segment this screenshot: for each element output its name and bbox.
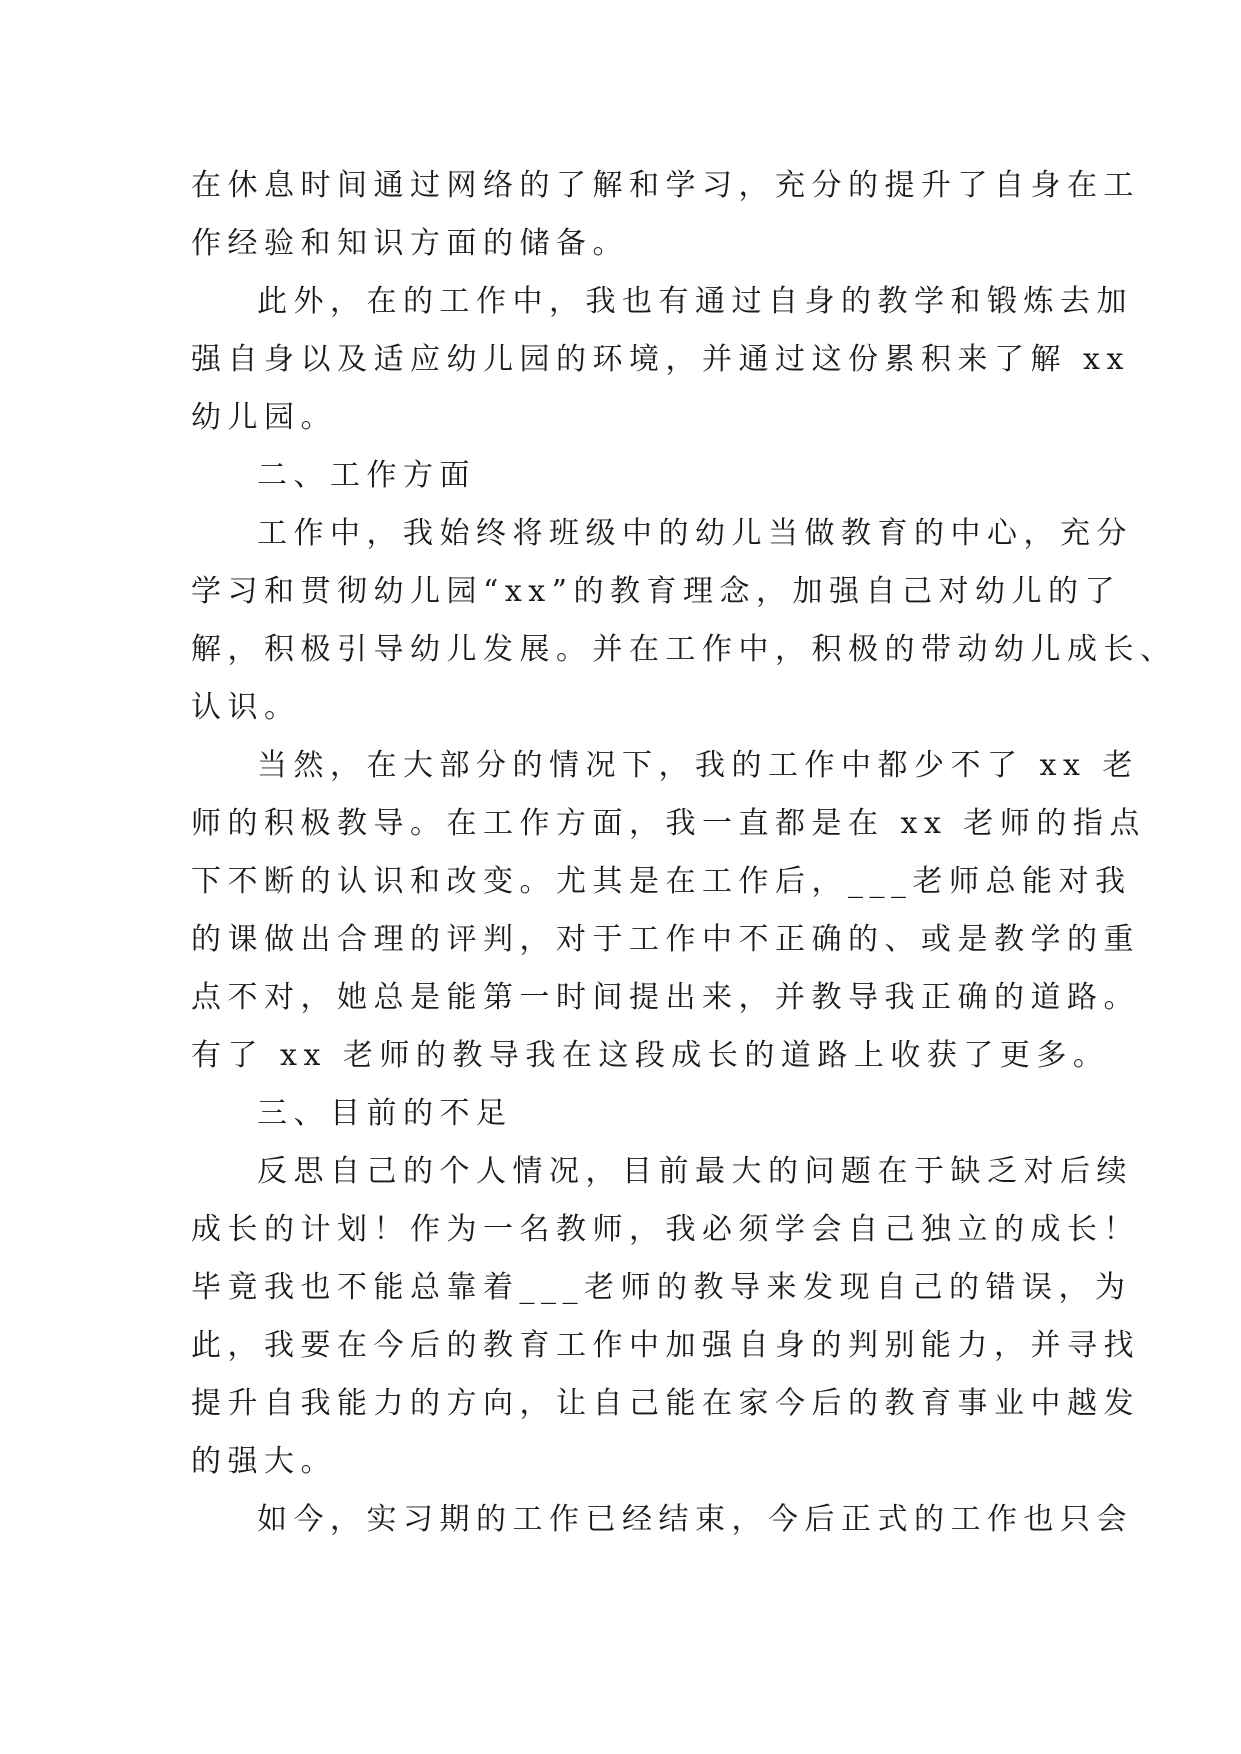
paragraph-line: 当然，在大部分的情况下，我的工作中都少不了 xx 老 — [257, 748, 1139, 783]
text-line: 提升自我能力的方向，让自己能在家今后的教育事业中越发 — [191, 1386, 1140, 1421]
text-line: 有了 xx 老师的教导我在这段成长的道路上收获了更多。 — [191, 1038, 1110, 1073]
text-line: 幼儿园。 — [191, 400, 337, 435]
text-line: 师的积极教导。在工作方面，我一直都是在 xx 老师的指点 — [191, 806, 1146, 841]
text-line: 作经验和知识方面的储备。 — [191, 226, 629, 261]
text-line: 此，我要在今后的教育工作中加强自身的判别能力，并寻找 — [191, 1328, 1140, 1363]
text-line: 点不对，她总是能第一时间提出来，并教导我正确的道路。 — [191, 980, 1140, 1015]
text-line: 学习和贯彻幼儿园“xx”的教育理念，加强自己对幼儿的了 — [191, 574, 1122, 609]
text-line: 毕竟我也不能总靠着___老师的教导来发现自己的错误，为 — [191, 1270, 1132, 1305]
text-line: 解，积极引导幼儿发展。并在工作中，积极的带动幼儿成长、 — [191, 632, 1177, 667]
text-line: 下不断的认识和改变。尤其是在工作后，___老师总能对我 — [191, 864, 1132, 899]
paragraph-line: 如今，实习期的工作已经结束，今后正式的工作也只会 — [257, 1502, 1133, 1537]
text-line: 认识。 — [191, 690, 301, 725]
section-heading: 二、工作方面 — [257, 458, 476, 493]
text-line: 在休息时间通过网络的了解和学习，充分的提升了自身在工 — [191, 168, 1140, 203]
text-line: 强自身以及适应幼儿园的环境，并通过这份累积来了解 xx — [191, 342, 1130, 377]
text-line: 的强大。 — [191, 1444, 337, 1479]
text-line: 成长的计划！作为一名教师，我必须学会自己独立的成长！ — [191, 1212, 1140, 1247]
paragraph-line: 反思自己的个人情况，目前最大的问题在于缺乏对后续 — [257, 1154, 1133, 1189]
paragraph-line: 工作中，我始终将班级中的幼儿当做教育的中心，充分 — [257, 516, 1133, 551]
section-heading: 三、目前的不足 — [257, 1096, 513, 1131]
paragraph-line: 此外，在的工作中，我也有通过自身的教学和锻炼去加 — [257, 284, 1133, 319]
text-line: 的课做出合理的评判，对于工作中不正确的、或是教学的重 — [191, 922, 1140, 957]
